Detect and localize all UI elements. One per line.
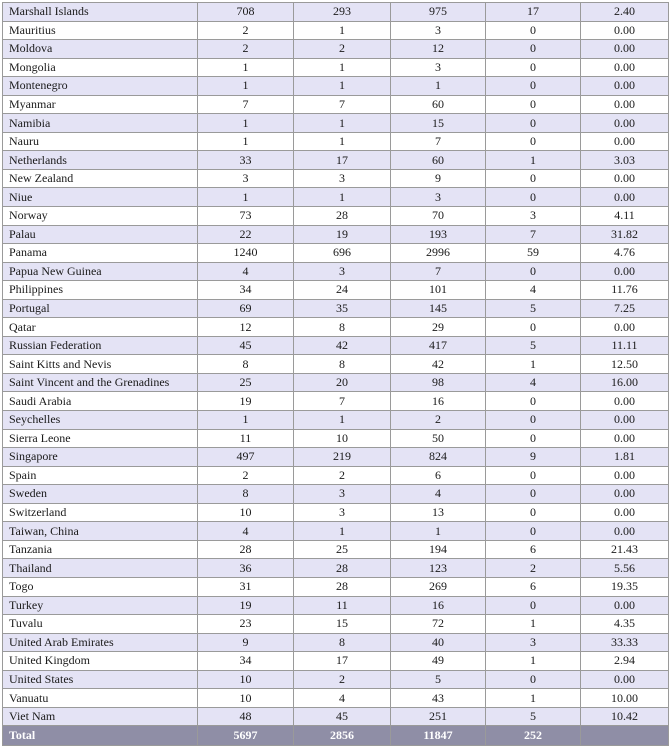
- value-cell-c2: 1: [294, 188, 391, 207]
- value-cell-c3: 145: [391, 299, 486, 318]
- country-cell: United Arab Emirates: [3, 633, 198, 652]
- value-cell-c5: 0.00: [581, 169, 669, 188]
- value-cell-c3: 3: [391, 58, 486, 77]
- value-cell-c3: 16: [391, 392, 486, 411]
- value-cell-c3: 6: [391, 466, 486, 485]
- value-cell-c2: 8: [294, 633, 391, 652]
- value-cell-c3: 72: [391, 615, 486, 634]
- value-cell-c5: 7.25: [581, 299, 669, 318]
- value-cell-c4: 0: [486, 392, 581, 411]
- value-cell-c2: 2: [294, 466, 391, 485]
- country-cell: Papua New Guinea: [3, 262, 198, 281]
- country-cell: Russian Federation: [3, 336, 198, 355]
- value-cell-c1: 1: [198, 132, 294, 151]
- value-cell-c5: 0.00: [581, 318, 669, 337]
- table-row: [3, 262, 669, 281]
- value-cell-c3: 101: [391, 281, 486, 300]
- value-cell-c4: 7: [486, 225, 581, 244]
- value-cell-c3: 29: [391, 318, 486, 337]
- value-cell-c1: 10: [198, 503, 294, 522]
- country-cell: Sweden: [3, 485, 198, 504]
- table-row: [3, 151, 669, 170]
- value-cell-c4: 0: [486, 169, 581, 188]
- value-cell-c4: 6: [486, 577, 581, 596]
- country-cell: Myanmar: [3, 95, 198, 114]
- value-cell-c3: 1: [391, 522, 486, 541]
- country-cell: Sierra Leone: [3, 429, 198, 448]
- value-cell-c2: 17: [294, 151, 391, 170]
- country-cell: Saint Vincent and the Grenadines: [3, 373, 198, 392]
- value-cell-c2: 7: [294, 392, 391, 411]
- value-cell-c5: 0.00: [581, 77, 669, 96]
- country-cell: Portugal: [3, 299, 198, 318]
- value-cell-c3: 123: [391, 559, 486, 578]
- value-cell-c3: 60: [391, 95, 486, 114]
- country-cell: Niue: [3, 188, 198, 207]
- value-cell-c2: 3: [294, 169, 391, 188]
- value-cell-c4: 0: [486, 670, 581, 689]
- table-row: [3, 169, 669, 188]
- value-cell-c2: 11: [294, 596, 391, 615]
- value-cell-c5: 10.42: [581, 707, 669, 726]
- value-cell-c4: 0: [486, 411, 581, 430]
- total-row: [3, 726, 669, 746]
- value-cell-c5: 0.00: [581, 466, 669, 485]
- value-cell-c1: 9: [198, 633, 294, 652]
- value-cell-c1: 4: [198, 522, 294, 541]
- table-row: [3, 503, 669, 522]
- value-cell-c4: 3: [486, 207, 581, 226]
- value-cell-c3: 12: [391, 40, 486, 59]
- value-cell-c3: 194: [391, 540, 486, 559]
- value-cell-c4: 0: [486, 21, 581, 40]
- value-cell-c3: 2: [391, 411, 486, 430]
- table-row: [3, 207, 669, 226]
- value-cell-c1: 23: [198, 615, 294, 634]
- table-row: [3, 281, 669, 300]
- country-cell: Turkey: [3, 596, 198, 615]
- value-cell-c5: 33.33: [581, 633, 669, 652]
- value-cell-c1: 48: [198, 707, 294, 726]
- value-cell-c3: 16: [391, 596, 486, 615]
- value-cell-c3: 975: [391, 3, 486, 22]
- value-cell-c5: 1.81: [581, 448, 669, 467]
- value-cell-c2: 1: [294, 132, 391, 151]
- value-cell-c1: 22: [198, 225, 294, 244]
- value-cell-c4: 3: [486, 633, 581, 652]
- value-cell-c2: 25: [294, 540, 391, 559]
- value-cell-c4: 1: [486, 652, 581, 671]
- value-cell-c5: 0.00: [581, 522, 669, 541]
- value-cell-c5: 0.00: [581, 95, 669, 114]
- value-cell-c1: 1: [198, 58, 294, 77]
- country-cell: Vanuatu: [3, 689, 198, 708]
- table-row: [3, 652, 669, 671]
- value-cell-c5: 0.00: [581, 411, 669, 430]
- country-cell: Mauritius: [3, 21, 198, 40]
- value-cell-c2: 1: [294, 411, 391, 430]
- value-cell-c1: 708: [198, 3, 294, 22]
- value-cell-c1: 34: [198, 281, 294, 300]
- value-cell-c1: 19: [198, 596, 294, 615]
- value-cell-c1: 28: [198, 540, 294, 559]
- value-cell-c4: 5: [486, 336, 581, 355]
- value-cell-c1: 33: [198, 151, 294, 170]
- value-cell-c4: 5: [486, 707, 581, 726]
- value-cell-c5: 10.00: [581, 689, 669, 708]
- table-row: [3, 114, 669, 133]
- value-cell-c1: 2: [198, 466, 294, 485]
- country-cell: Switzerland: [3, 503, 198, 522]
- table-row: [3, 689, 669, 708]
- value-cell-c2: 24: [294, 281, 391, 300]
- table-row: [3, 373, 669, 392]
- value-cell-c2: 15: [294, 615, 391, 634]
- value-cell-c3: 15: [391, 114, 486, 133]
- value-cell-c5: 2.40: [581, 3, 669, 22]
- table-row: [3, 522, 669, 541]
- table-row: [3, 429, 669, 448]
- table-row: [3, 21, 669, 40]
- value-cell-c2: 1: [294, 522, 391, 541]
- value-cell-c4: 0: [486, 503, 581, 522]
- country-cell: Panama: [3, 244, 198, 263]
- country-cell: Mongolia: [3, 58, 198, 77]
- value-cell-c2: 28: [294, 207, 391, 226]
- total-value-c1: 5697: [198, 726, 294, 746]
- value-cell-c2: 17: [294, 652, 391, 671]
- table-row: [3, 559, 669, 578]
- value-cell-c1: 31: [198, 577, 294, 596]
- value-cell-c2: 20: [294, 373, 391, 392]
- value-cell-c2: 2: [294, 40, 391, 59]
- table-row: [3, 596, 669, 615]
- country-cell: Togo: [3, 577, 198, 596]
- value-cell-c1: 12: [198, 318, 294, 337]
- value-cell-c1: 73: [198, 207, 294, 226]
- value-cell-c3: 269: [391, 577, 486, 596]
- value-cell-c2: 35: [294, 299, 391, 318]
- value-cell-c3: 7: [391, 262, 486, 281]
- value-cell-c2: 1: [294, 114, 391, 133]
- value-cell-c1: 19: [198, 392, 294, 411]
- value-cell-c4: 1: [486, 355, 581, 374]
- table-row: [3, 466, 669, 485]
- value-cell-c3: 40: [391, 633, 486, 652]
- table-row: [3, 615, 669, 634]
- table-row: [3, 448, 669, 467]
- country-cell: New Zealand: [3, 169, 198, 188]
- value-cell-c4: 4: [486, 373, 581, 392]
- value-cell-c3: 60: [391, 151, 486, 170]
- value-cell-c4: 0: [486, 188, 581, 207]
- value-cell-c5: 0.00: [581, 503, 669, 522]
- country-cell: Seychelles: [3, 411, 198, 430]
- country-cell: Marshall Islands: [3, 3, 198, 22]
- value-cell-c5: 2.94: [581, 652, 669, 671]
- value-cell-c2: 696: [294, 244, 391, 263]
- value-cell-c2: 10: [294, 429, 391, 448]
- value-cell-c1: 8: [198, 485, 294, 504]
- table-row: [3, 95, 669, 114]
- country-cell: Montenegro: [3, 77, 198, 96]
- value-cell-c5: 0.00: [581, 392, 669, 411]
- table-row: [3, 577, 669, 596]
- table-row: [3, 318, 669, 337]
- table-row: [3, 40, 669, 59]
- value-cell-c4: 0: [486, 466, 581, 485]
- value-cell-c1: 1: [198, 77, 294, 96]
- value-cell-c5: 21.43: [581, 540, 669, 559]
- table-row: [3, 132, 669, 151]
- value-cell-c5: 4.35: [581, 615, 669, 634]
- value-cell-c1: 1240: [198, 244, 294, 263]
- total-value-c4: 252: [486, 726, 581, 746]
- value-cell-c3: 193: [391, 225, 486, 244]
- value-cell-c3: 70: [391, 207, 486, 226]
- value-cell-c3: 7: [391, 132, 486, 151]
- country-cell: Singapore: [3, 448, 198, 467]
- table-body: [3, 3, 669, 746]
- value-cell-c1: 2: [198, 21, 294, 40]
- country-cell: Tanzania: [3, 540, 198, 559]
- country-cell: Saint Kitts and Nevis: [3, 355, 198, 374]
- value-cell-c1: 1: [198, 411, 294, 430]
- table-row: [3, 392, 669, 411]
- value-cell-c5: 4.11: [581, 207, 669, 226]
- country-cell: Namibia: [3, 114, 198, 133]
- value-cell-c1: 45: [198, 336, 294, 355]
- value-cell-c2: 1: [294, 77, 391, 96]
- value-cell-c1: 8: [198, 355, 294, 374]
- country-cell: Moldova: [3, 40, 198, 59]
- value-cell-c5: 0.00: [581, 485, 669, 504]
- value-cell-c4: 5: [486, 299, 581, 318]
- value-cell-c4: 1: [486, 151, 581, 170]
- value-cell-c3: 9: [391, 169, 486, 188]
- value-cell-c1: 497: [198, 448, 294, 467]
- value-cell-c2: 28: [294, 577, 391, 596]
- country-cell: Philippines: [3, 281, 198, 300]
- value-cell-c5: 11.11: [581, 336, 669, 355]
- table-row: [3, 336, 669, 355]
- value-cell-c4: 17: [486, 3, 581, 22]
- country-statistics-table: [2, 2, 669, 746]
- total-value-c2: 2856: [294, 726, 391, 746]
- country-cell: United Kingdom: [3, 652, 198, 671]
- value-cell-c4: 0: [486, 114, 581, 133]
- table-row: [3, 355, 669, 374]
- table-row: [3, 485, 669, 504]
- value-cell-c4: 0: [486, 596, 581, 615]
- total-value-c5: [581, 726, 669, 746]
- value-cell-c2: 2: [294, 670, 391, 689]
- value-cell-c1: 4: [198, 262, 294, 281]
- value-cell-c4: 0: [486, 132, 581, 151]
- value-cell-c5: 0.00: [581, 670, 669, 689]
- value-cell-c4: 0: [486, 318, 581, 337]
- value-cell-c4: 4: [486, 281, 581, 300]
- value-cell-c1: 36: [198, 559, 294, 578]
- value-cell-c2: 42: [294, 336, 391, 355]
- value-cell-c5: 0.00: [581, 429, 669, 448]
- value-cell-c5: 16.00: [581, 373, 669, 392]
- value-cell-c2: 1: [294, 21, 391, 40]
- value-cell-c4: 0: [486, 262, 581, 281]
- value-cell-c5: 0.00: [581, 58, 669, 77]
- value-cell-c2: 293: [294, 3, 391, 22]
- value-cell-c2: 1: [294, 58, 391, 77]
- country-cell: Tuvalu: [3, 615, 198, 634]
- value-cell-c5: 19.35: [581, 577, 669, 596]
- value-cell-c5: 31.82: [581, 225, 669, 244]
- value-cell-c4: 0: [486, 429, 581, 448]
- value-cell-c4: 0: [486, 77, 581, 96]
- country-cell: Viet Nam: [3, 707, 198, 726]
- value-cell-c5: 11.76: [581, 281, 669, 300]
- value-cell-c2: 8: [294, 355, 391, 374]
- value-cell-c3: 13: [391, 503, 486, 522]
- value-cell-c1: 10: [198, 689, 294, 708]
- country-cell: United States: [3, 670, 198, 689]
- value-cell-c1: 1: [198, 114, 294, 133]
- table-row: [3, 707, 669, 726]
- total-label: Total: [3, 726, 198, 746]
- table-row: [3, 3, 669, 22]
- value-cell-c1: 3: [198, 169, 294, 188]
- value-cell-c5: 0.00: [581, 114, 669, 133]
- value-cell-c3: 98: [391, 373, 486, 392]
- value-cell-c4: 0: [486, 522, 581, 541]
- country-cell: Palau: [3, 225, 198, 244]
- value-cell-c1: 2: [198, 40, 294, 59]
- value-cell-c2: 3: [294, 503, 391, 522]
- value-cell-c1: 10: [198, 670, 294, 689]
- value-cell-c2: 219: [294, 448, 391, 467]
- value-cell-c3: 42: [391, 355, 486, 374]
- value-cell-c3: 251: [391, 707, 486, 726]
- table-row: [3, 411, 669, 430]
- value-cell-c4: 2: [486, 559, 581, 578]
- country-cell: Netherlands: [3, 151, 198, 170]
- country-cell: Norway: [3, 207, 198, 226]
- value-cell-c5: 5.56: [581, 559, 669, 578]
- value-cell-c4: 6: [486, 540, 581, 559]
- value-cell-c2: 45: [294, 707, 391, 726]
- value-cell-c1: 69: [198, 299, 294, 318]
- value-cell-c5: 0.00: [581, 40, 669, 59]
- country-cell: Saudi Arabia: [3, 392, 198, 411]
- value-cell-c5: 3.03: [581, 151, 669, 170]
- value-cell-c2: 3: [294, 262, 391, 281]
- value-cell-c3: 2996: [391, 244, 486, 263]
- value-cell-c4: 1: [486, 689, 581, 708]
- value-cell-c3: 417: [391, 336, 486, 355]
- value-cell-c3: 50: [391, 429, 486, 448]
- value-cell-c4: 1: [486, 615, 581, 634]
- country-cell: Qatar: [3, 318, 198, 337]
- value-cell-c2: 28: [294, 559, 391, 578]
- table-row: [3, 540, 669, 559]
- value-cell-c2: 8: [294, 318, 391, 337]
- table-row: [3, 188, 669, 207]
- value-cell-c4: 0: [486, 40, 581, 59]
- value-cell-c1: 34: [198, 652, 294, 671]
- table-row: [3, 299, 669, 318]
- value-cell-c5: 4.76: [581, 244, 669, 263]
- value-cell-c4: 0: [486, 485, 581, 504]
- value-cell-c2: 7: [294, 95, 391, 114]
- value-cell-c4: 0: [486, 95, 581, 114]
- value-cell-c3: 824: [391, 448, 486, 467]
- table-row: [3, 58, 669, 77]
- value-cell-c1: 7: [198, 95, 294, 114]
- country-cell: Nauru: [3, 132, 198, 151]
- value-cell-c5: 12.50: [581, 355, 669, 374]
- value-cell-c3: 4: [391, 485, 486, 504]
- value-cell-c3: 3: [391, 188, 486, 207]
- value-cell-c3: 1: [391, 77, 486, 96]
- value-cell-c5: 0.00: [581, 21, 669, 40]
- value-cell-c4: 0: [486, 58, 581, 77]
- value-cell-c5: 0.00: [581, 132, 669, 151]
- value-cell-c4: 9: [486, 448, 581, 467]
- total-value-c3: 11847: [391, 726, 486, 746]
- country-cell: Thailand: [3, 559, 198, 578]
- country-cell: Spain: [3, 466, 198, 485]
- table-row: [3, 633, 669, 652]
- country-cell: Taiwan, China: [3, 522, 198, 541]
- value-cell-c1: 1: [198, 188, 294, 207]
- value-cell-c1: 11: [198, 429, 294, 448]
- value-cell-c4: 59: [486, 244, 581, 263]
- value-cell-c2: 19: [294, 225, 391, 244]
- value-cell-c1: 25: [198, 373, 294, 392]
- table-row: [3, 670, 669, 689]
- table-row: [3, 244, 669, 263]
- value-cell-c3: 43: [391, 689, 486, 708]
- value-cell-c5: 0.00: [581, 596, 669, 615]
- value-cell-c2: 3: [294, 485, 391, 504]
- value-cell-c3: 5: [391, 670, 486, 689]
- value-cell-c5: 0.00: [581, 188, 669, 207]
- data-table-container: [2, 2, 668, 746]
- table-row: [3, 225, 669, 244]
- value-cell-c3: 49: [391, 652, 486, 671]
- value-cell-c2: 4: [294, 689, 391, 708]
- value-cell-c3: 3: [391, 21, 486, 40]
- table-row: [3, 77, 669, 96]
- value-cell-c5: 0.00: [581, 262, 669, 281]
